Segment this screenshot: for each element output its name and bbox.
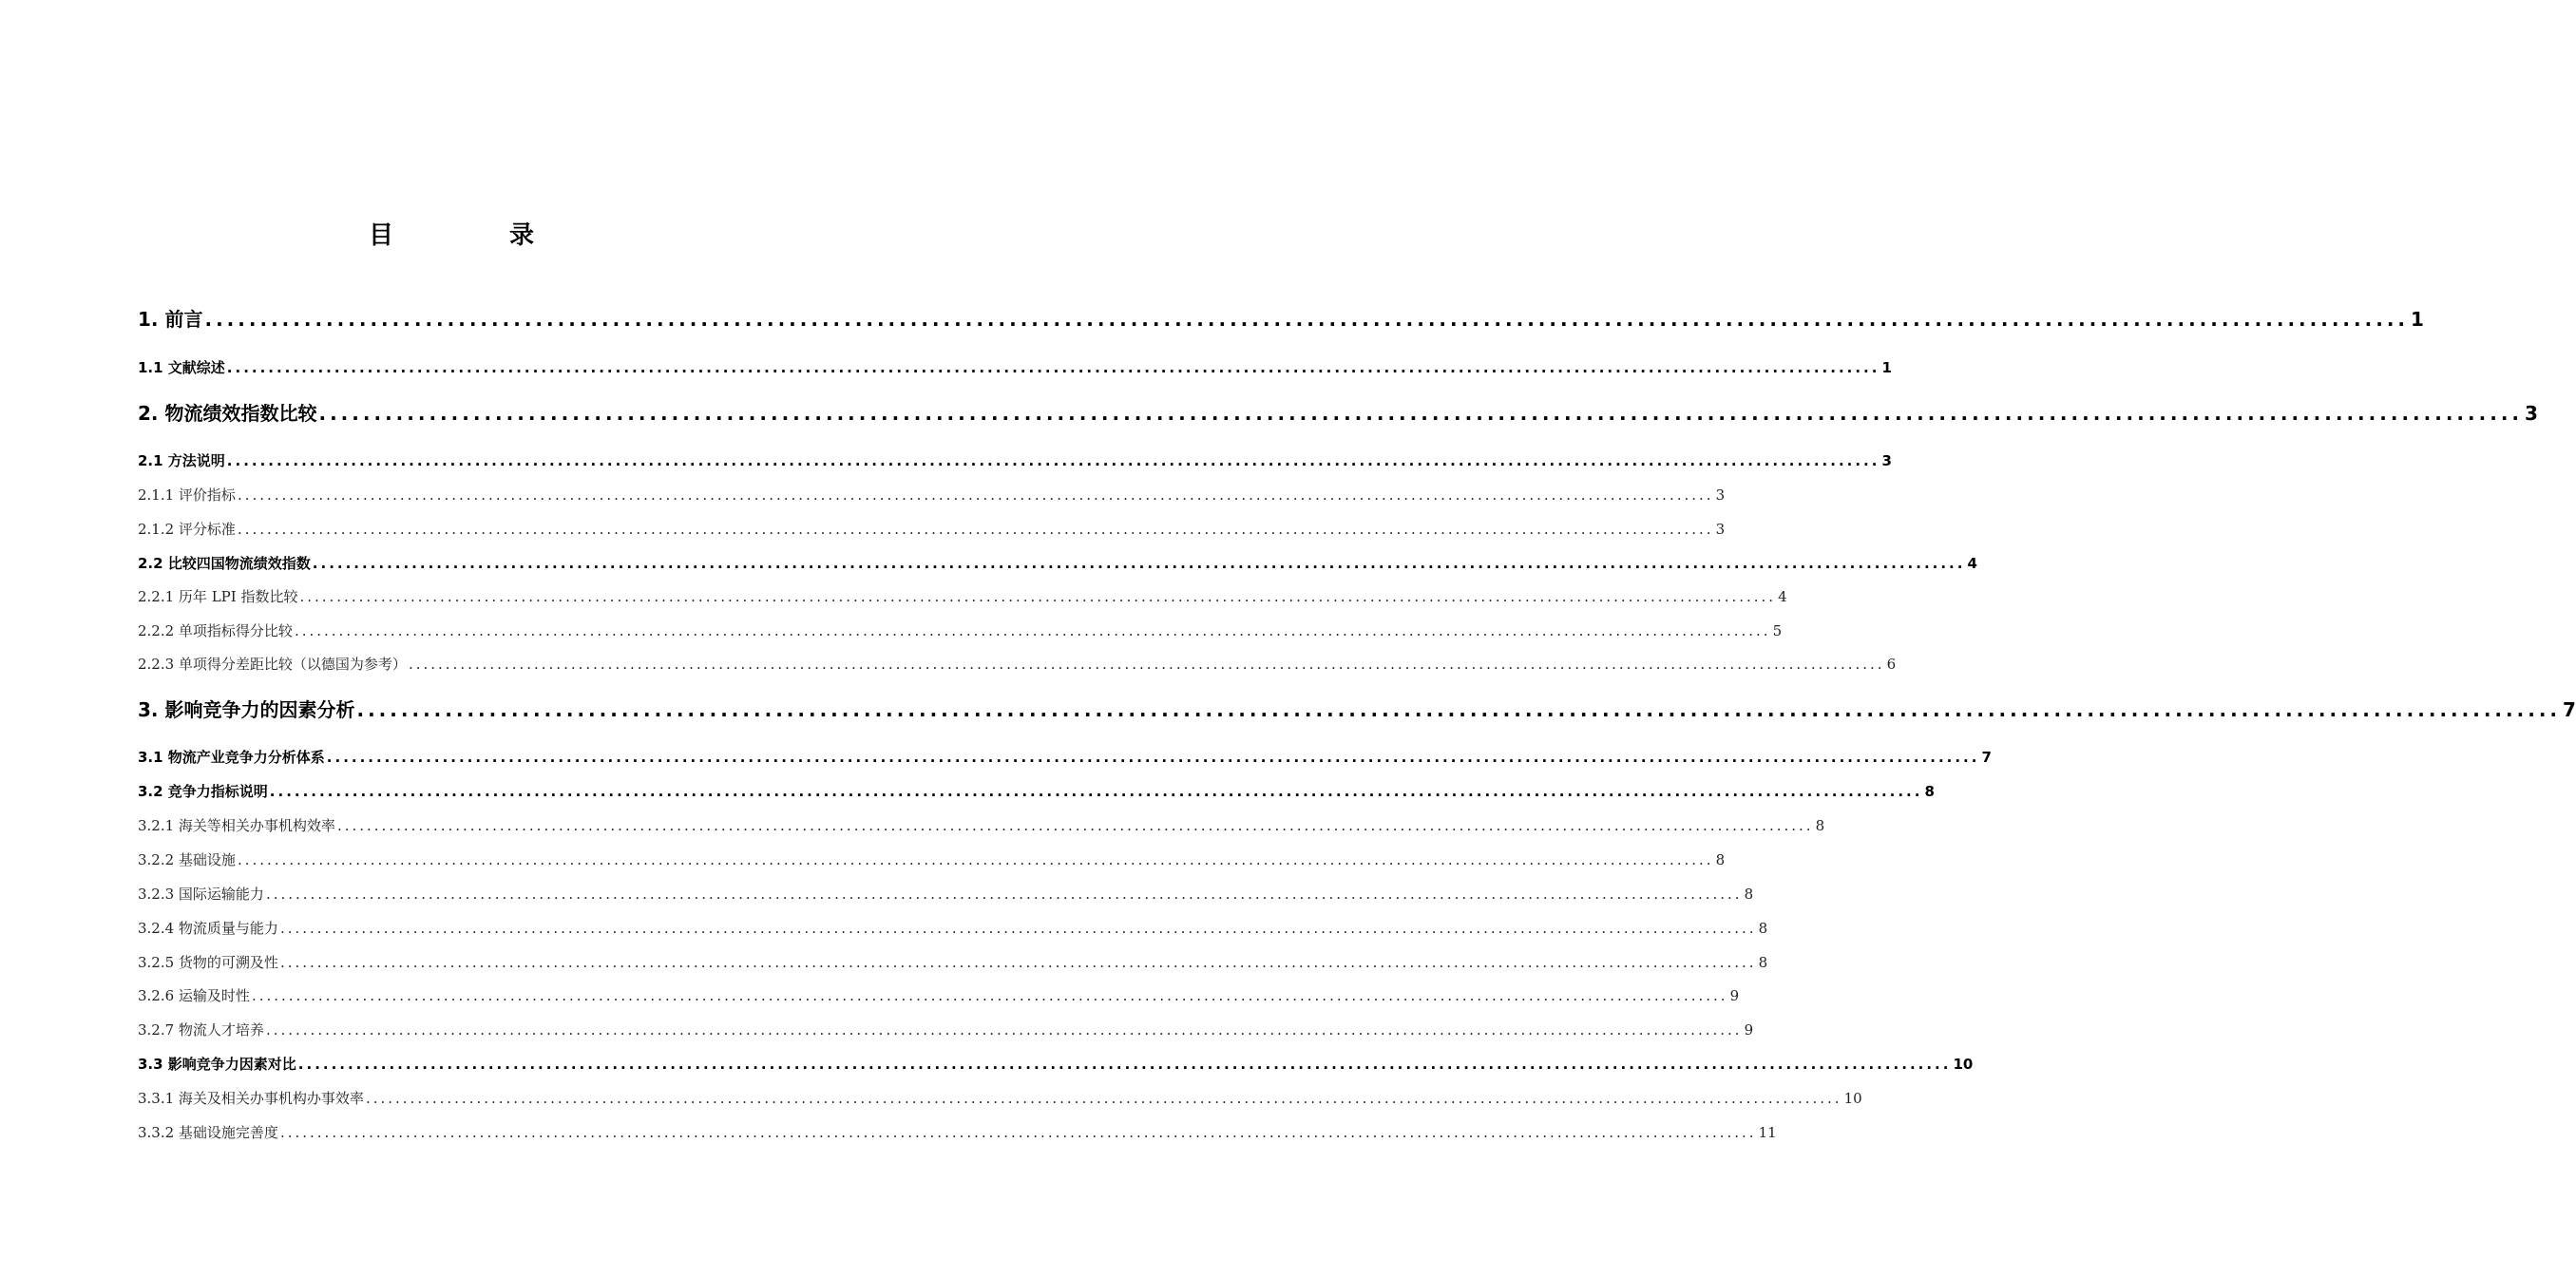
toc-dot-leader: ........................................................................................................................................................................................................ xyxy=(365,1090,1842,1107)
toc-entry[interactable] xyxy=(138,553,1977,574)
toc-entry-page-number: 9 xyxy=(1744,1021,1754,1039)
toc-dot-leader: ........................................................................................................................................................................................................ xyxy=(294,622,1771,639)
toc-dot-leader: ........................................................................................................................................................................................................ xyxy=(279,954,1757,971)
toc-entry[interactable] xyxy=(138,586,1787,607)
toc-entry[interactable] xyxy=(138,781,1935,802)
toc-dot-leader: ........................................................................................................................................................................................................ xyxy=(336,817,1814,834)
toc-dot-leader: ........................................................................................................................................................................................................ xyxy=(326,749,1980,766)
toc-entry[interactable] xyxy=(138,450,1892,471)
toc-entry-label: 3. 影响竞争力的因素分析 xyxy=(138,698,355,721)
toc-entry-page-number: 3 xyxy=(1881,452,1892,469)
toc-dot-leader: ........................................................................................................................................................................................................ xyxy=(297,1056,1952,1073)
toc-dot-leader: ........................................................................................................................................................................................................ xyxy=(226,359,1880,376)
toc-entry-label: 1. 前言 xyxy=(138,308,203,331)
toc-entry-label: 3.2.1 海关等相关办事机构效率 xyxy=(138,817,335,834)
toc-dot-leader: ........................................................................................................................................................................................................ xyxy=(269,783,1923,800)
toc-entry-page-number: 8 xyxy=(1715,851,1726,868)
toc-entry[interactable] xyxy=(138,952,1768,973)
toc-entry-page-number: 8 xyxy=(1758,920,1768,937)
toc-entry[interactable] xyxy=(138,849,1726,870)
toc-entry-label: 2.2 比较四国物流绩效指数 xyxy=(138,555,311,572)
toc-entry-label: 3.2.2 基础设施 xyxy=(138,851,236,868)
toc-dot-leader: ........................................................................................................................................................................................................ xyxy=(204,308,2410,331)
toc-entry-page-number: 7 xyxy=(1981,749,1992,766)
toc-entry[interactable] xyxy=(138,485,1726,505)
toc-entry-page-number: 10 xyxy=(1953,1056,1974,1073)
toc-entry[interactable] xyxy=(138,747,1992,768)
toc-dot-leader: ........................................................................................................................................................................................................ xyxy=(356,698,2562,721)
toc-entry-label: 3.2.5 货物的可溯及性 xyxy=(138,954,278,971)
toc-entry[interactable] xyxy=(138,884,1754,905)
toc-entry-label: 3.2.4 物流质量与能力 xyxy=(138,920,278,937)
toc-entry-label: 3.2.3 国际运输能力 xyxy=(138,886,264,903)
toc-entry-label: 3.3 影响竞争力因素对比 xyxy=(138,1056,296,1073)
toc-entry[interactable] xyxy=(138,815,1825,836)
toc-entry-page-number: 4 xyxy=(1967,555,1977,572)
toc-dot-leader: ........................................................................................................................................................................................................ xyxy=(408,656,1885,673)
toc-entry[interactable] xyxy=(138,620,1783,641)
toc-entry-label: 2.1.2 评分标准 xyxy=(138,521,236,538)
toc-dot-leader: ........................................................................................................................................................................................................ xyxy=(251,987,1728,1004)
toc-entry[interactable] xyxy=(138,1054,1974,1075)
toc-entry-page-number: 7 xyxy=(2563,698,2576,721)
toc-dot-leader: ........................................................................................................................................................................................................ xyxy=(265,886,1743,903)
toc-dot-leader: ........................................................................................................................................................................................................ xyxy=(265,1021,1743,1039)
toc-entry-label: 2. 物流绩效指数比较 xyxy=(138,402,317,425)
toc-entry-label: 1.1 文献综述 xyxy=(138,359,225,376)
toc-dot-leader: ........................................................................................................................................................................................................ xyxy=(312,555,1966,572)
toc-entry[interactable] xyxy=(138,357,1892,378)
toc-entry[interactable] xyxy=(138,985,1740,1006)
toc-entry-page-number: 3 xyxy=(1715,521,1726,538)
toc-entry-label: 2.2.1 历年 LPI 指数比较 xyxy=(138,588,298,605)
toc-entry-page-number: 8 xyxy=(1924,783,1935,800)
toc-entry-label: 2.2.3 单项得分差距比较（以德国为参考） xyxy=(138,656,407,673)
toc-entry[interactable] xyxy=(138,654,1897,675)
toc-entry-page-number: 3 xyxy=(1715,486,1726,504)
toc-entry-label: 3.3.2 基础设施完善度 xyxy=(138,1124,278,1141)
toc-dot-leader: ........................................................................................................................................................................................................ xyxy=(237,486,1714,504)
page-title: 目 录 xyxy=(368,221,580,250)
toc-entry-page-number: 8 xyxy=(1758,954,1768,971)
toc-dot-leader: ........................................................................................................................................................................................................ xyxy=(237,521,1714,538)
toc-entry-page-number: 1 xyxy=(1881,359,1892,376)
toc-dot-leader: ........................................................................................................................................................................................................ xyxy=(279,1124,1757,1141)
toc-entry-page-number: 5 xyxy=(1772,622,1783,639)
toc-entry[interactable] xyxy=(138,696,2576,723)
toc-dot-leader: ........................................................................................................................................................................................................ xyxy=(226,452,1880,469)
toc-entry-page-number: 6 xyxy=(1886,656,1897,673)
toc-entry-label: 2.2.2 单项指标得分比较 xyxy=(138,622,293,639)
toc-entry-label: 3.2.6 运输及时性 xyxy=(138,987,250,1004)
toc-entry[interactable] xyxy=(138,1088,1862,1109)
toc-entry-page-number: 8 xyxy=(1815,817,1825,834)
toc-entry[interactable] xyxy=(138,400,2538,427)
toc-entry-page-number: 8 xyxy=(1744,886,1754,903)
toc-entry[interactable] xyxy=(138,918,1768,939)
toc-entry-label: 3.2 竞争力指标说明 xyxy=(138,783,268,800)
toc-entry-page-number: 1 xyxy=(2411,308,2424,331)
toc-entry-label: 3.3.1 海关及相关办事机构办事效率 xyxy=(138,1090,364,1107)
toc-entry[interactable] xyxy=(138,1122,1777,1143)
toc-entry-page-number: 3 xyxy=(2525,402,2538,425)
toc-entry-page-number: 11 xyxy=(1758,1124,1777,1141)
toc-entry[interactable] xyxy=(138,1020,1754,1040)
toc-entry[interactable] xyxy=(138,306,2424,333)
toc-entry-label: 2.1.1 评价指标 xyxy=(138,486,236,504)
toc-entry-label: 3.1 物流产业竞争力分析体系 xyxy=(138,749,325,766)
toc-dot-leader: ........................................................................................................................................................................................................ xyxy=(237,851,1714,868)
toc-entry[interactable] xyxy=(138,519,1726,540)
toc-entry-page-number: 9 xyxy=(1729,987,1740,1004)
toc-dot-leader: ........................................................................................................................................................................................................ xyxy=(318,402,2524,425)
toc-dot-leader: ........................................................................................................................................................................................................ xyxy=(299,588,1777,605)
toc-entry-page-number: 10 xyxy=(1843,1090,1862,1107)
toc-entry-page-number: 4 xyxy=(1778,588,1787,605)
toc-entry-label: 2.1 方法说明 xyxy=(138,452,225,469)
toc-dot-leader: ........................................................................................................................................................................................................ xyxy=(279,920,1757,937)
toc-entry-label: 3.2.7 物流人才培养 xyxy=(138,1021,264,1039)
